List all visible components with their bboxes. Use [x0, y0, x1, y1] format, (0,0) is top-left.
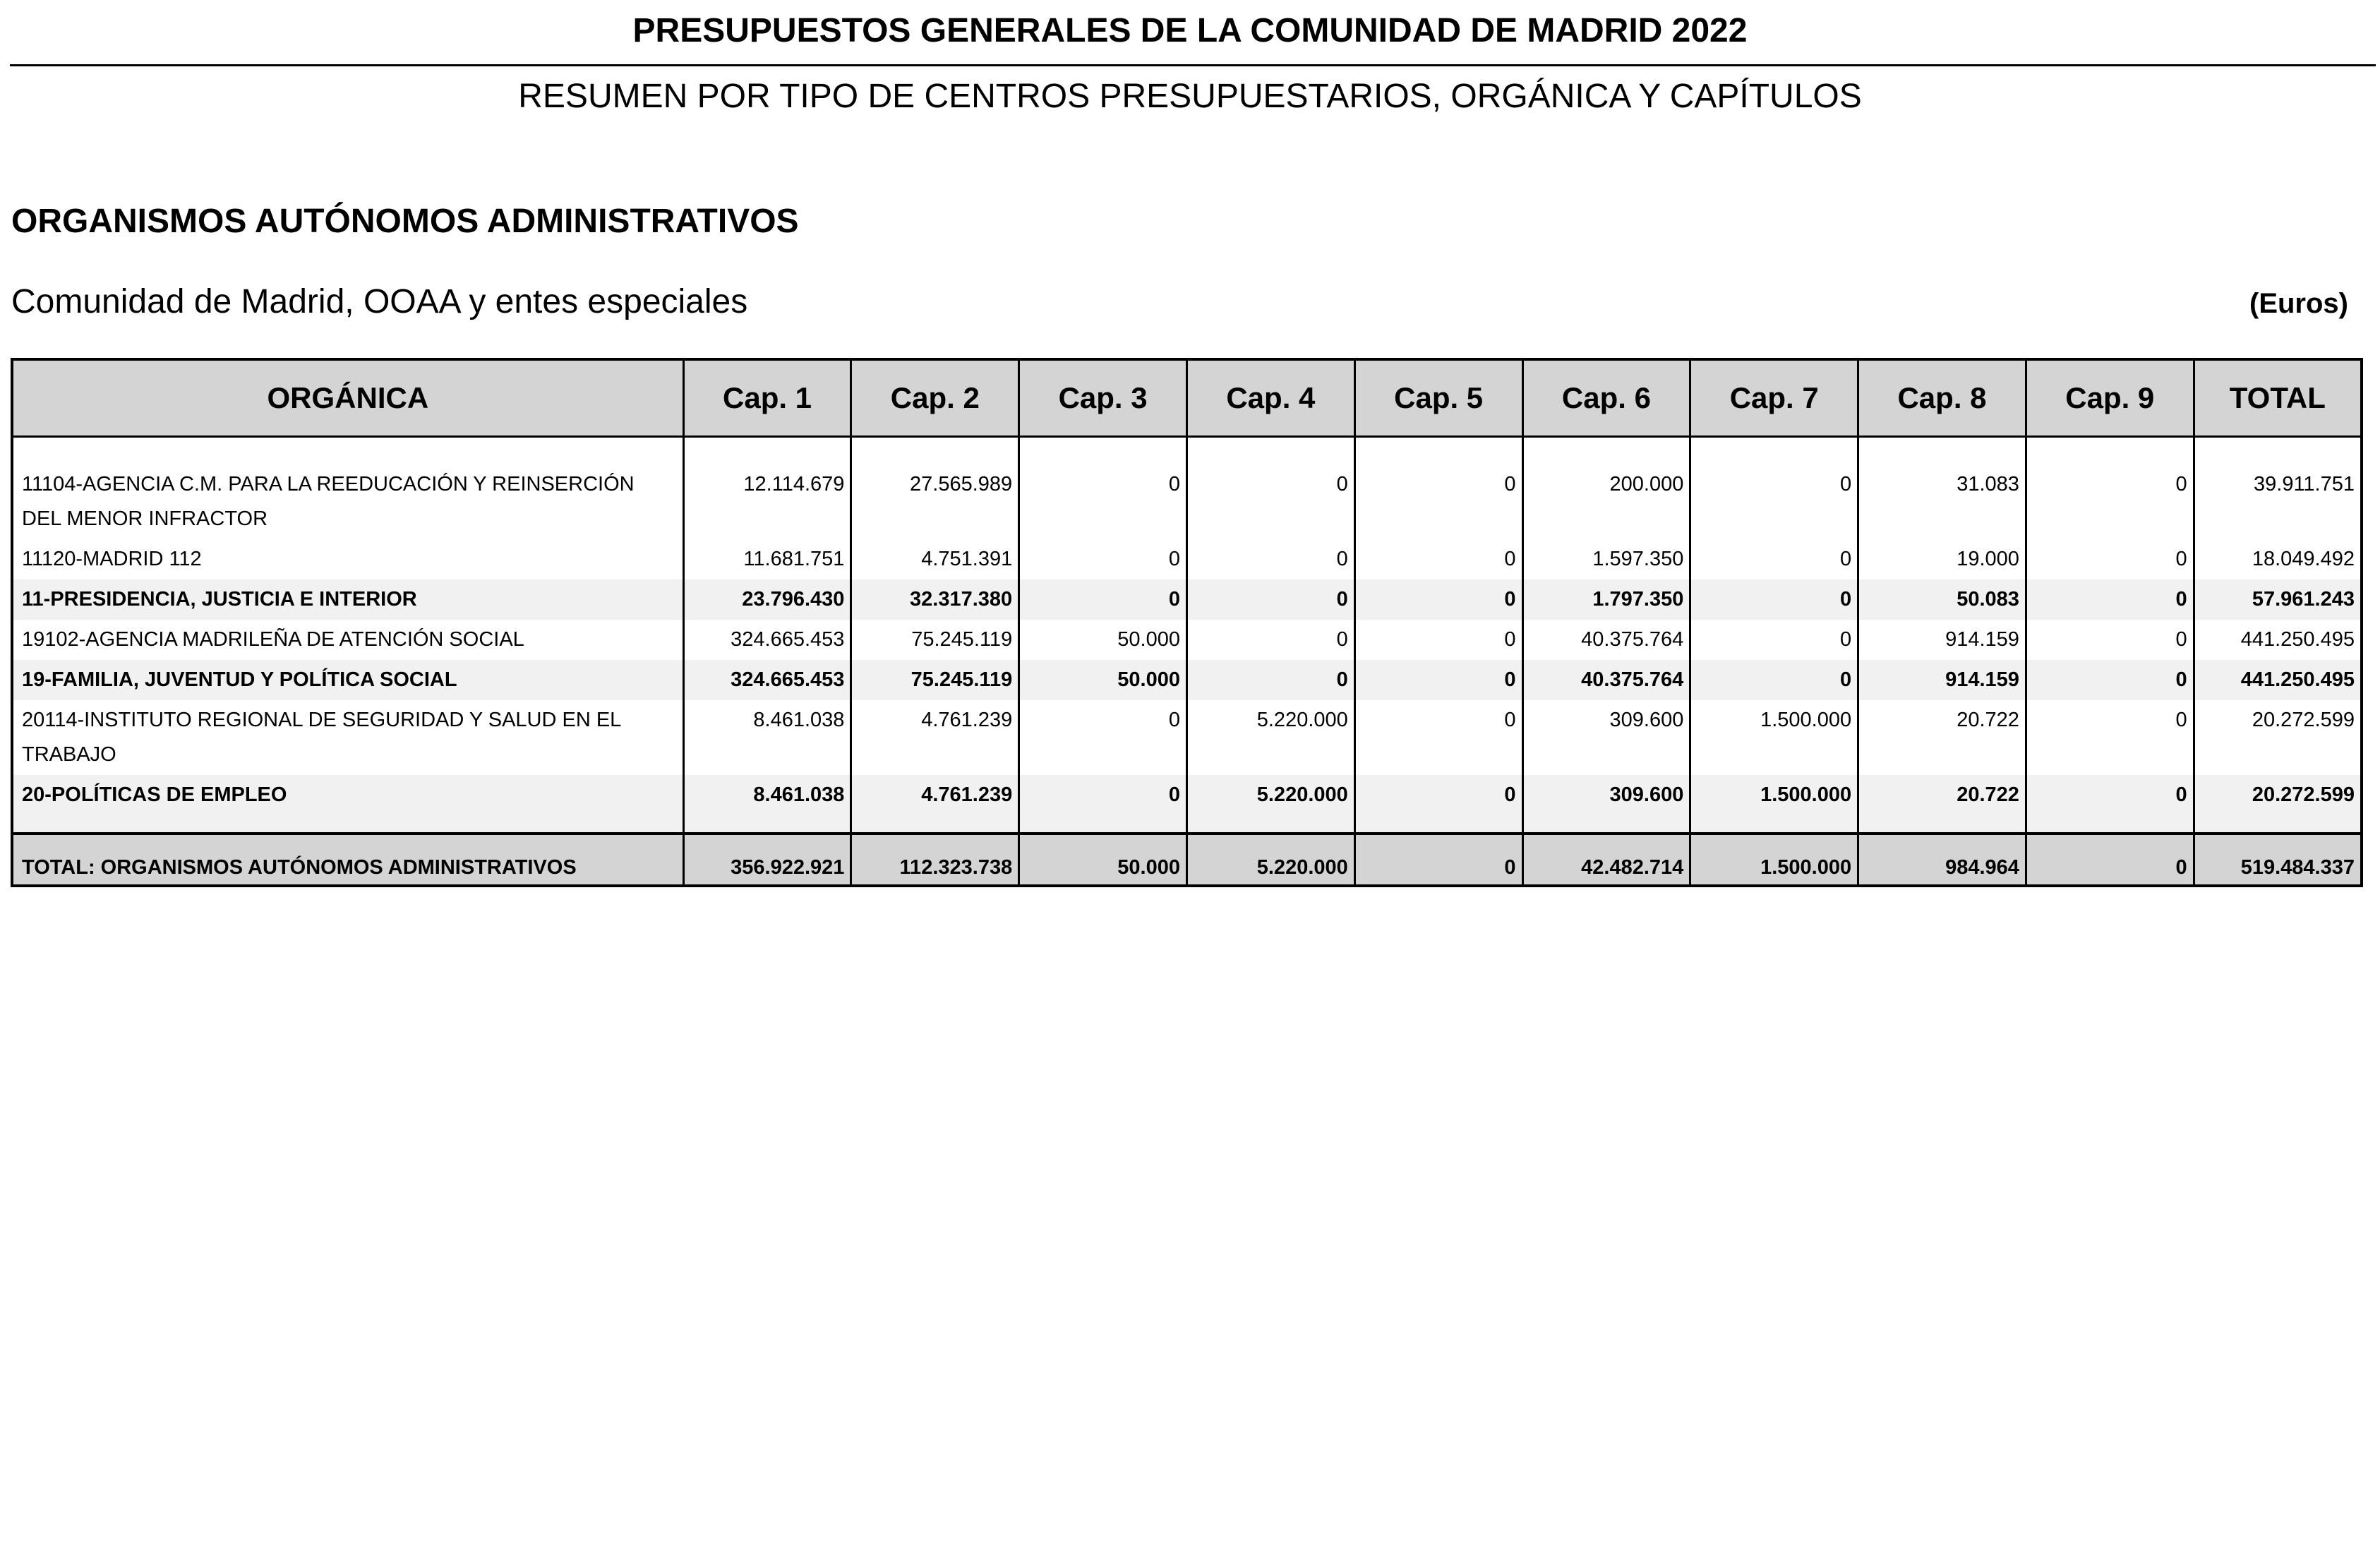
total-cell: 441.250.495: [2194, 660, 2362, 700]
spacer-cell: [683, 815, 851, 834]
cap-7-cell: 0: [1690, 660, 1858, 700]
cap-3-cell: 0: [1019, 539, 1187, 579]
organica-cell: TOTAL: ORGANISMOS AUTÓNOMOS ADMINISTRATIVOS: [12, 834, 683, 886]
cap-5-cell: 0: [1354, 579, 1522, 620]
organica-cell: 20-POLÍTICAS DE EMPLEO: [12, 775, 683, 815]
scope-label: Comunidad de Madrid, OOAA y entes especiales: [11, 283, 748, 320]
organica-cell: 11104-AGENCIA C.M. PARA LA REEDUCACIÓN Y REINSERCIÓN DEL MENOR INFRACTOR: [12, 437, 683, 540]
organica-cell: 19102-AGENCIA MADRILEÑA DE ATENCIÓN SOCIAL: [12, 620, 683, 660]
total-cell: 20.272.599: [2194, 775, 2362, 815]
cap-1-cell: 356.922.921: [683, 834, 851, 886]
table-row: [12, 700, 2362, 775]
table-body: [12, 437, 2362, 887]
document-title: PRESUPUESTOS GENERALES DE LA COMUNIDAD DE MADRID 2022: [632, 12, 1748, 49]
spacer-cell: [1019, 815, 1187, 834]
cap-9-cell: 0: [2026, 700, 2194, 775]
subtotal-row: [12, 775, 2362, 815]
cap-7-cell: 1.500.000: [1690, 775, 1858, 815]
total-cell: 519.484.337: [2194, 834, 2362, 886]
cap-8-cell: 31.083: [1858, 437, 2026, 540]
spacer-cell: [2026, 815, 2194, 834]
budget-table: [11, 358, 2363, 887]
cap-9-cell: 0: [2026, 437, 2194, 540]
cap-5-cell: 0: [1354, 775, 1522, 815]
column-header-cap-7: Cap. 7: [1690, 359, 1858, 437]
cap-6-cell: 1.797.350: [1522, 579, 1690, 620]
cap-6-cell: 40.375.764: [1522, 660, 1690, 700]
cap-3-cell: 0: [1019, 579, 1187, 620]
cap-6-cell: 309.600: [1522, 775, 1690, 815]
cap-5-cell: 0: [1354, 620, 1522, 660]
cap-1-cell: 12.114.679: [683, 437, 851, 540]
section-heading: ORGANISMOS AUTÓNOMOS ADMINISTRATIVOS: [11, 203, 799, 240]
cap-5-cell: 0: [1354, 437, 1522, 540]
cap-2-cell: 112.323.738: [851, 834, 1019, 886]
cap-8-cell: 19.000: [1858, 539, 2026, 579]
cap-5-cell: 0: [1354, 700, 1522, 775]
cap-3-cell: 50.000: [1019, 660, 1187, 700]
cap-2-cell: 27.565.989: [851, 437, 1019, 540]
grand-total-row: [12, 834, 2362, 886]
total-cell: 57.961.243: [2194, 579, 2362, 620]
organica-cell: 19-FAMILIA, JUVENTUD Y POLÍTICA SOCIAL: [12, 660, 683, 700]
cap-5-cell: 0: [1354, 834, 1522, 886]
spacer-cell: [12, 815, 683, 834]
spacer-cell: [1354, 815, 1522, 834]
cap-3-cell: 50.000: [1019, 620, 1187, 660]
cap-4-cell: 0: [1186, 437, 1354, 540]
cap-6-cell: 40.375.764: [1522, 620, 1690, 660]
cap-9-cell: 0: [2026, 660, 2194, 700]
cap-3-cell: 0: [1019, 775, 1187, 815]
cap-9-cell: 0: [2026, 834, 2194, 886]
cap-4-cell: 0: [1186, 579, 1354, 620]
cap-7-cell: 0: [1690, 437, 1858, 540]
cap-4-cell: 0: [1186, 539, 1354, 579]
table-header-row: [12, 359, 2362, 437]
cap-2-cell: 4.751.391: [851, 539, 1019, 579]
cap-8-cell: 984.964: [1858, 834, 2026, 886]
cap-1-cell: 324.665.453: [683, 660, 851, 700]
cap-1-cell: 8.461.038: [683, 775, 851, 815]
cap-3-cell: 0: [1019, 437, 1187, 540]
column-header-organica: ORGÁNICA: [12, 359, 683, 437]
organica-cell: 11-PRESIDENCIA, JUSTICIA E INTERIOR: [12, 579, 683, 620]
column-header-cap-5: Cap. 5: [1354, 359, 1522, 437]
spacer-cell: [1522, 815, 1690, 834]
organica-cell: 20114-INSTITUTO REGIONAL DE SEGURIDAD Y SALUD EN EL TRABAJO: [12, 700, 683, 775]
organica-cell: 11120-MADRID 112: [12, 539, 683, 579]
cap-2-cell: 4.761.239: [851, 775, 1019, 815]
cap-7-cell: 0: [1690, 620, 1858, 660]
row-spacer: [12, 815, 2362, 834]
document-subtitle: RESUMEN POR TIPO DE CENTROS PRESUPUESTARIOS, ORGÁNICA Y CAPÍTULOS: [518, 78, 1862, 115]
column-header-cap-9: Cap. 9: [2026, 359, 2194, 437]
cap-6-cell: 1.597.350: [1522, 539, 1690, 579]
cap-4-cell: 5.220.000: [1186, 834, 1354, 886]
cap-4-cell: 0: [1186, 620, 1354, 660]
spacer-cell: [1858, 815, 2026, 834]
cap-6-cell: 309.600: [1522, 700, 1690, 775]
spacer-cell: [1690, 815, 1858, 834]
cap-9-cell: 0: [2026, 579, 2194, 620]
table-row: [12, 620, 2362, 660]
cap-9-cell: 0: [2026, 620, 2194, 660]
cap-4-cell: 0: [1186, 660, 1354, 700]
column-header-cap-1: Cap. 1: [683, 359, 851, 437]
cap-7-cell: 0: [1690, 579, 1858, 620]
cap-7-cell: 0: [1690, 539, 1858, 579]
total-cell: 39.911.751: [2194, 437, 2362, 540]
total-cell: 18.049.492: [2194, 539, 2362, 579]
cap-6-cell: 200.000: [1522, 437, 1690, 540]
subtotal-row: [12, 660, 2362, 700]
cap-1-cell: 8.461.038: [683, 700, 851, 775]
cap-6-cell: 42.482.714: [1522, 834, 1690, 886]
cap-7-cell: 1.500.000: [1690, 834, 1858, 886]
units-label: (Euros): [2249, 288, 2348, 319]
cap-2-cell: 32.317.380: [851, 579, 1019, 620]
column-header-cap-8: Cap. 8: [1858, 359, 2026, 437]
cap-8-cell: 20.722: [1858, 775, 2026, 815]
total-cell: 20.272.599: [2194, 700, 2362, 775]
cap-2-cell: 4.761.239: [851, 700, 1019, 775]
table-row: [12, 437, 2362, 540]
cap-2-cell: 75.245.119: [851, 620, 1019, 660]
column-header-total: TOTAL: [2194, 359, 2362, 437]
cap-4-cell: 5.220.000: [1186, 700, 1354, 775]
cap-7-cell: 1.500.000: [1690, 700, 1858, 775]
cap-1-cell: 11.681.751: [683, 539, 851, 579]
cap-3-cell: 0: [1019, 700, 1187, 775]
column-header-cap-3: Cap. 3: [1019, 359, 1187, 437]
spacer-cell: [2194, 815, 2362, 834]
column-header-cap-2: Cap. 2: [851, 359, 1019, 437]
cap-8-cell: 20.722: [1858, 700, 2026, 775]
table-row: [12, 539, 2362, 579]
cap-9-cell: 0: [2026, 775, 2194, 815]
cap-8-cell: 914.159: [1858, 660, 2026, 700]
column-header-cap-4: Cap. 4: [1186, 359, 1354, 437]
cap-2-cell: 75.245.119: [851, 660, 1019, 700]
cap-8-cell: 50.083: [1858, 579, 2026, 620]
cap-9-cell: 0: [2026, 539, 2194, 579]
cap-1-cell: 23.796.430: [683, 579, 851, 620]
column-header-cap-6: Cap. 6: [1522, 359, 1690, 437]
spacer-cell: [851, 815, 1019, 834]
cap-5-cell: 0: [1354, 539, 1522, 579]
cap-5-cell: 0: [1354, 660, 1522, 700]
cap-4-cell: 5.220.000: [1186, 775, 1354, 815]
total-cell: 441.250.495: [2194, 620, 2362, 660]
cap-1-cell: 324.665.453: [683, 620, 851, 660]
title-divider: [10, 64, 2376, 66]
cap-8-cell: 914.159: [1858, 620, 2026, 660]
subtotal-row: [12, 579, 2362, 620]
cap-3-cell: 50.000: [1019, 834, 1187, 886]
spacer-cell: [1186, 815, 1354, 834]
